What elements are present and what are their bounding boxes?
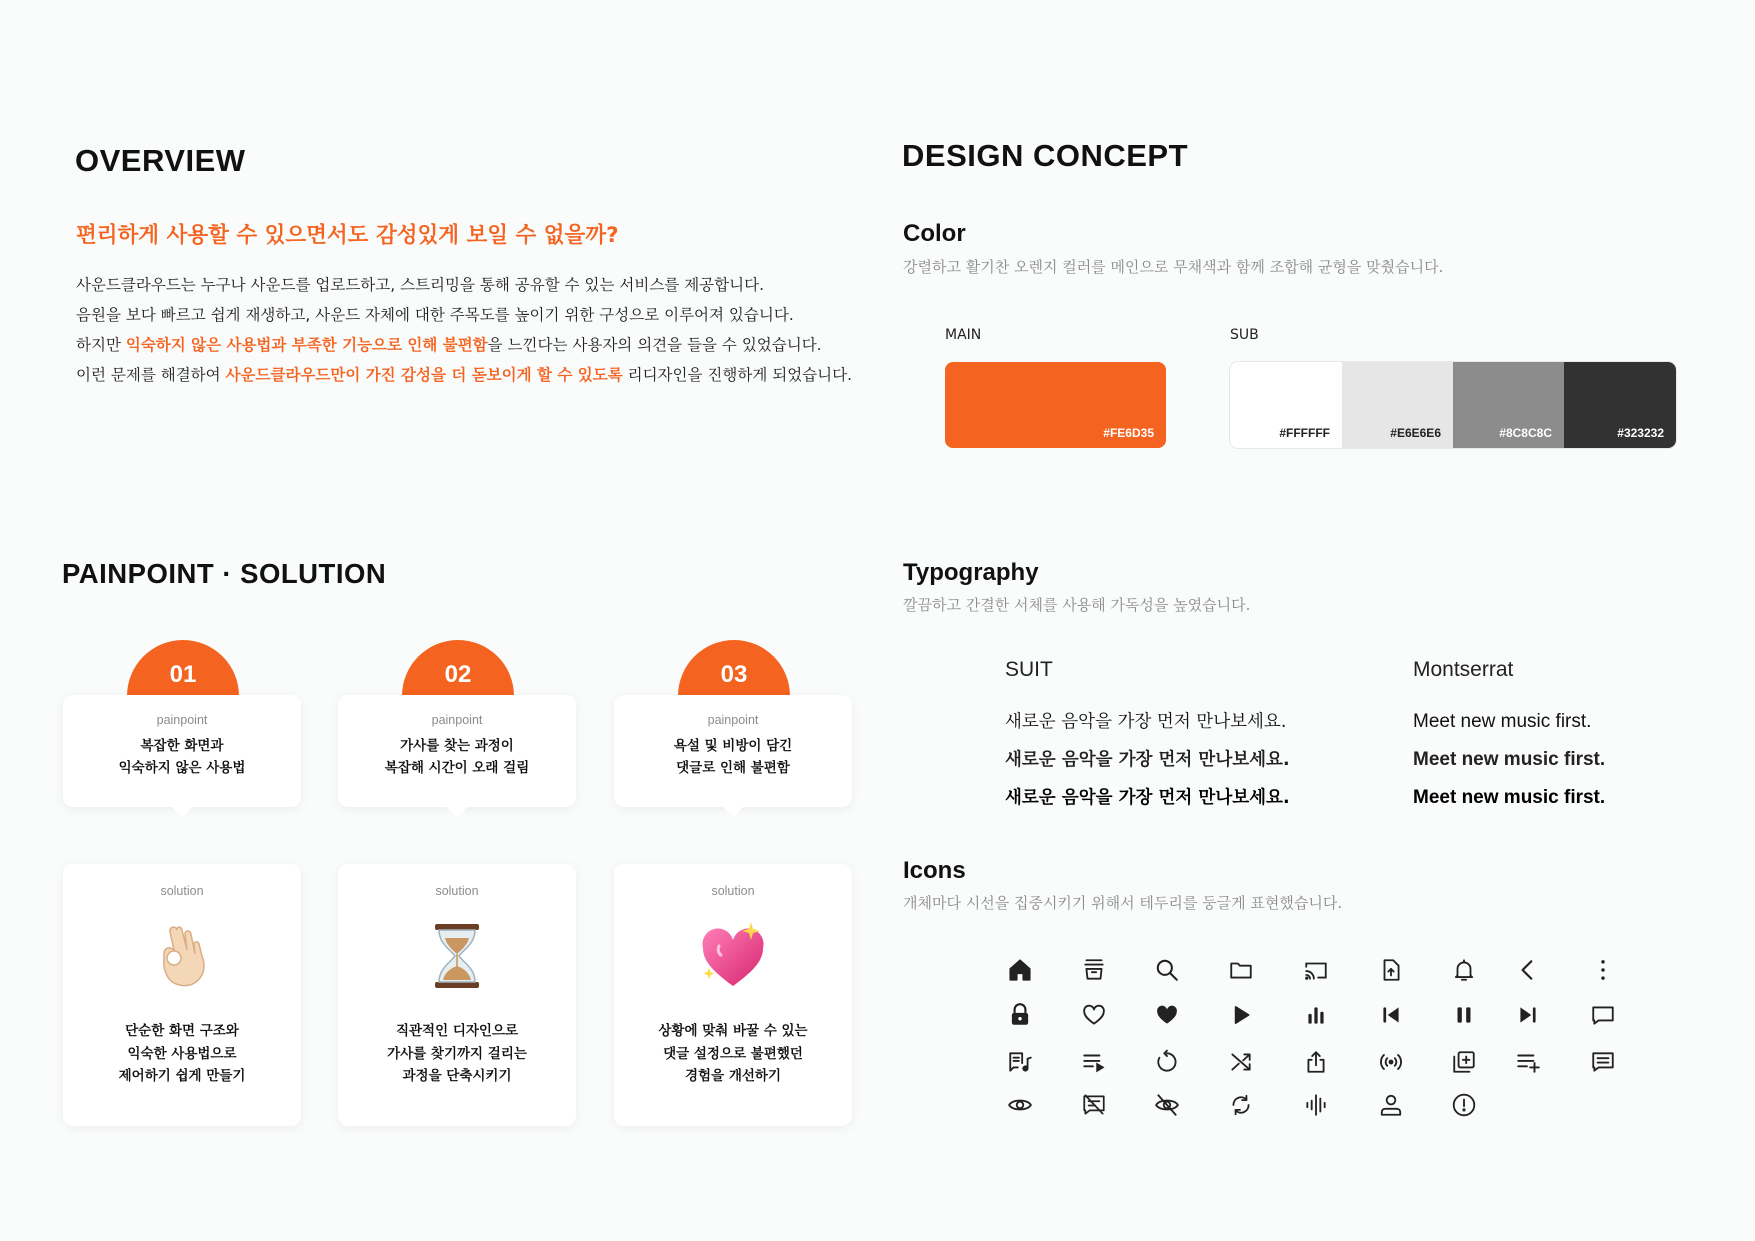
waveform-icon	[1303, 1092, 1329, 1118]
message-text-icon	[1590, 1049, 1616, 1075]
icons-desc: 개체마다 시선을 집중시키기 위해서 테두리를 둥글게 표현했습니다.	[903, 894, 1343, 912]
lock-icon	[1007, 1002, 1033, 1028]
painpoint-card-1-label: painpoint	[156, 713, 208, 727]
folder-icon	[1228, 957, 1254, 983]
solution-card-1	[63, 864, 301, 1126]
painpoint-card-2-tail	[446, 806, 468, 818]
solution-card-3-label: solution	[711, 884, 755, 898]
color-heading: Color	[903, 220, 966, 247]
overview-body	[76, 270, 856, 390]
sub-swatch-dark	[1564, 362, 1676, 448]
font-montserrat-samples	[1413, 703, 1605, 817]
overview-line-4-post: 리디자인을 진행하게 되었습니다.	[622, 366, 853, 384]
lyrics-icon	[1007, 1049, 1033, 1075]
repeat-icon	[1228, 1092, 1254, 1118]
font-montserrat-name: Montserrat	[1413, 658, 1514, 681]
eye-off-icon	[1154, 1092, 1180, 1118]
painpoint-card-3-label: painpoint	[707, 713, 759, 727]
search-icon	[1154, 957, 1180, 983]
painpoint-badge-3: 03	[678, 640, 790, 696]
painpoint-card-2-label: painpoint	[431, 713, 483, 727]
comment-icon	[1590, 1002, 1616, 1028]
sub-swatch-group	[1230, 362, 1676, 448]
overview-line-3-post: 을 느낀다는 사용자의 의견을 들을 수 있었습니다.	[487, 336, 822, 354]
color-desc: 강렬하고 활기찬 오렌지 컬러를 메인으로 무채색과 함께 조합해 균형을 맞췄습니다.	[903, 258, 1444, 276]
font-suit-sample-regular: 새로운 음악을 가장 먼저 만나보세요.	[1005, 712, 1287, 732]
bell-icon	[1451, 957, 1477, 983]
sub-swatch-white	[1230, 362, 1342, 448]
overview-line-3-pre: 하지만	[76, 336, 126, 354]
user-icon	[1378, 1092, 1404, 1118]
font-montserrat-sample-semibold: Meet new music first.	[1413, 749, 1606, 770]
overview-line-2: 음원을 보다 빠르고 쉽게 재생하고, 사운드 자체에 대한 주목도를 높이기 위한 구성으로 이루어져 있습니다.	[76, 306, 794, 324]
painpoint-badge-2: 02	[402, 640, 514, 696]
heart-outline-icon	[1081, 1002, 1107, 1028]
typography-desc: 깔끔하고 간결한 서체를 사용해 가독성을 높였습니다.	[903, 596, 1251, 614]
queue-music-icon	[1081, 1049, 1107, 1075]
font-suit-sample-bold: 새로운 음악을 가장 먼저 만나보세요.	[1005, 788, 1290, 808]
main-swatch	[945, 362, 1166, 448]
sub-swatch-gray-code: #8C8C8C	[1499, 426, 1552, 440]
typography-heading: Typography	[903, 559, 1039, 586]
sub-swatch-dark-code: #323232	[1617, 426, 1664, 440]
overview-line-4	[76, 360, 856, 390]
replay-icon	[1154, 1049, 1180, 1075]
shuffle-icon	[1228, 1049, 1254, 1075]
painpoint-card-3	[614, 695, 852, 807]
painpoint-card-2	[338, 695, 576, 807]
library-add-icon	[1451, 1049, 1477, 1075]
alert-circle-icon	[1451, 1092, 1477, 1118]
sub-swatch-light-gray-code: #E6E6E6	[1390, 426, 1441, 440]
solution-card-2-label: solution	[435, 884, 479, 898]
font-montserrat-sample-bold: Meet new music first.	[1413, 787, 1606, 808]
playlist-add-icon	[1515, 1049, 1541, 1075]
comment-off-icon	[1081, 1092, 1107, 1118]
overview-line-3	[76, 330, 856, 360]
pause-icon	[1451, 1002, 1477, 1028]
painpoint-card-2-text: 가사를 찾는 과정이 복잡해 시간이 오래 걸림	[384, 738, 530, 776]
solution-card-2	[338, 864, 576, 1126]
eye-icon	[1007, 1092, 1033, 1118]
cast-icon	[1303, 957, 1329, 983]
ok-hand-icon	[142, 916, 222, 996]
overview-line-4-pre: 이런 문제를 해결하여	[76, 366, 226, 384]
painpoint-badge-1: 01	[127, 640, 239, 696]
overview-title: OVERVIEW	[75, 143, 246, 178]
painpoint-card-3-tail	[722, 806, 744, 818]
skip-next-icon	[1515, 1002, 1541, 1028]
file-upload-icon	[1378, 957, 1404, 983]
sub-swatch-white-code: #FFFFFF	[1279, 426, 1330, 440]
more-vertical-icon	[1590, 957, 1616, 983]
chevron-left-icon	[1515, 957, 1541, 983]
sub-color-label: SUB	[1230, 327, 1259, 343]
solution-card-3	[614, 864, 852, 1126]
font-suit-name: SUIT	[1005, 658, 1053, 681]
overview-line-1: 사운드클라우드는 누구나 사운드를 업로드하고, 스트리밍을 통해 공유할 수 있는 서비스를 제공합니다.	[76, 276, 764, 294]
icons-heading: Icons	[903, 857, 966, 884]
solution-card-1-label: solution	[160, 884, 204, 898]
sparkling-heart-icon	[693, 916, 773, 996]
main-color-label: MAIN	[945, 327, 982, 343]
solution-card-1-text: 단순한 화면 구조와 익숙한 사용법으로 제어하기 쉽게 만들기	[118, 1023, 246, 1084]
bar-chart-icon	[1303, 1002, 1329, 1028]
overview-line-3-highlight: 익숙하지 않은 사용법과 부족한 기능으로 인해 불편함	[125, 336, 488, 354]
font-suit-samples	[1005, 703, 1290, 817]
solution-card-2-text: 직관적인 디자인으로 가사를 찾기까지 걸리는 과정을 단축시키기	[387, 1023, 527, 1084]
share-icon	[1303, 1049, 1329, 1075]
font-suit-sample-semibold: 새로운 음악을 가장 먼저 만나보세요.	[1005, 750, 1290, 770]
main-swatch-code: #FE6D35	[1103, 426, 1154, 440]
overview-headline: 편리하게 사용할 수 있으면서도 감성있게 보일 수 없을까?	[76, 223, 619, 248]
solution-card-3-text: 상황에 맞춰 바꿀 수 있는 댓글 설정으로 불편했던 경험을 개선하기	[658, 1023, 808, 1084]
heart-filled-icon	[1154, 1002, 1180, 1028]
skip-previous-icon	[1378, 1002, 1404, 1028]
font-montserrat-sample-regular: Meet new music first.	[1413, 711, 1592, 732]
sub-swatch-gray	[1453, 362, 1564, 448]
play-icon	[1228, 1002, 1254, 1028]
broadcast-icon	[1378, 1049, 1404, 1075]
painpoint-card-1	[63, 695, 301, 807]
painpoint-card-1-text: 복잡한 화면과 익숙하지 않은 사용법	[118, 738, 246, 776]
design-concept-title: DESIGN CONCEPT	[902, 138, 1189, 173]
painpoint-title: PAINPOINT · SOLUTION	[62, 558, 387, 589]
overview-line-4-highlight: 사운드클라우드만이 가진 감성을 더 돋보이게 할 수 있도록	[225, 366, 623, 384]
painpoint-card-3-text: 욕설 및 비방이 담긴 댓글로 인해 불편함	[673, 738, 793, 776]
home-icon	[1007, 957, 1033, 983]
painpoint-card-1-tail	[171, 806, 193, 818]
hourglass-icon	[417, 916, 497, 996]
sub-swatch-light-gray	[1342, 362, 1453, 448]
archive-icon	[1081, 957, 1107, 983]
